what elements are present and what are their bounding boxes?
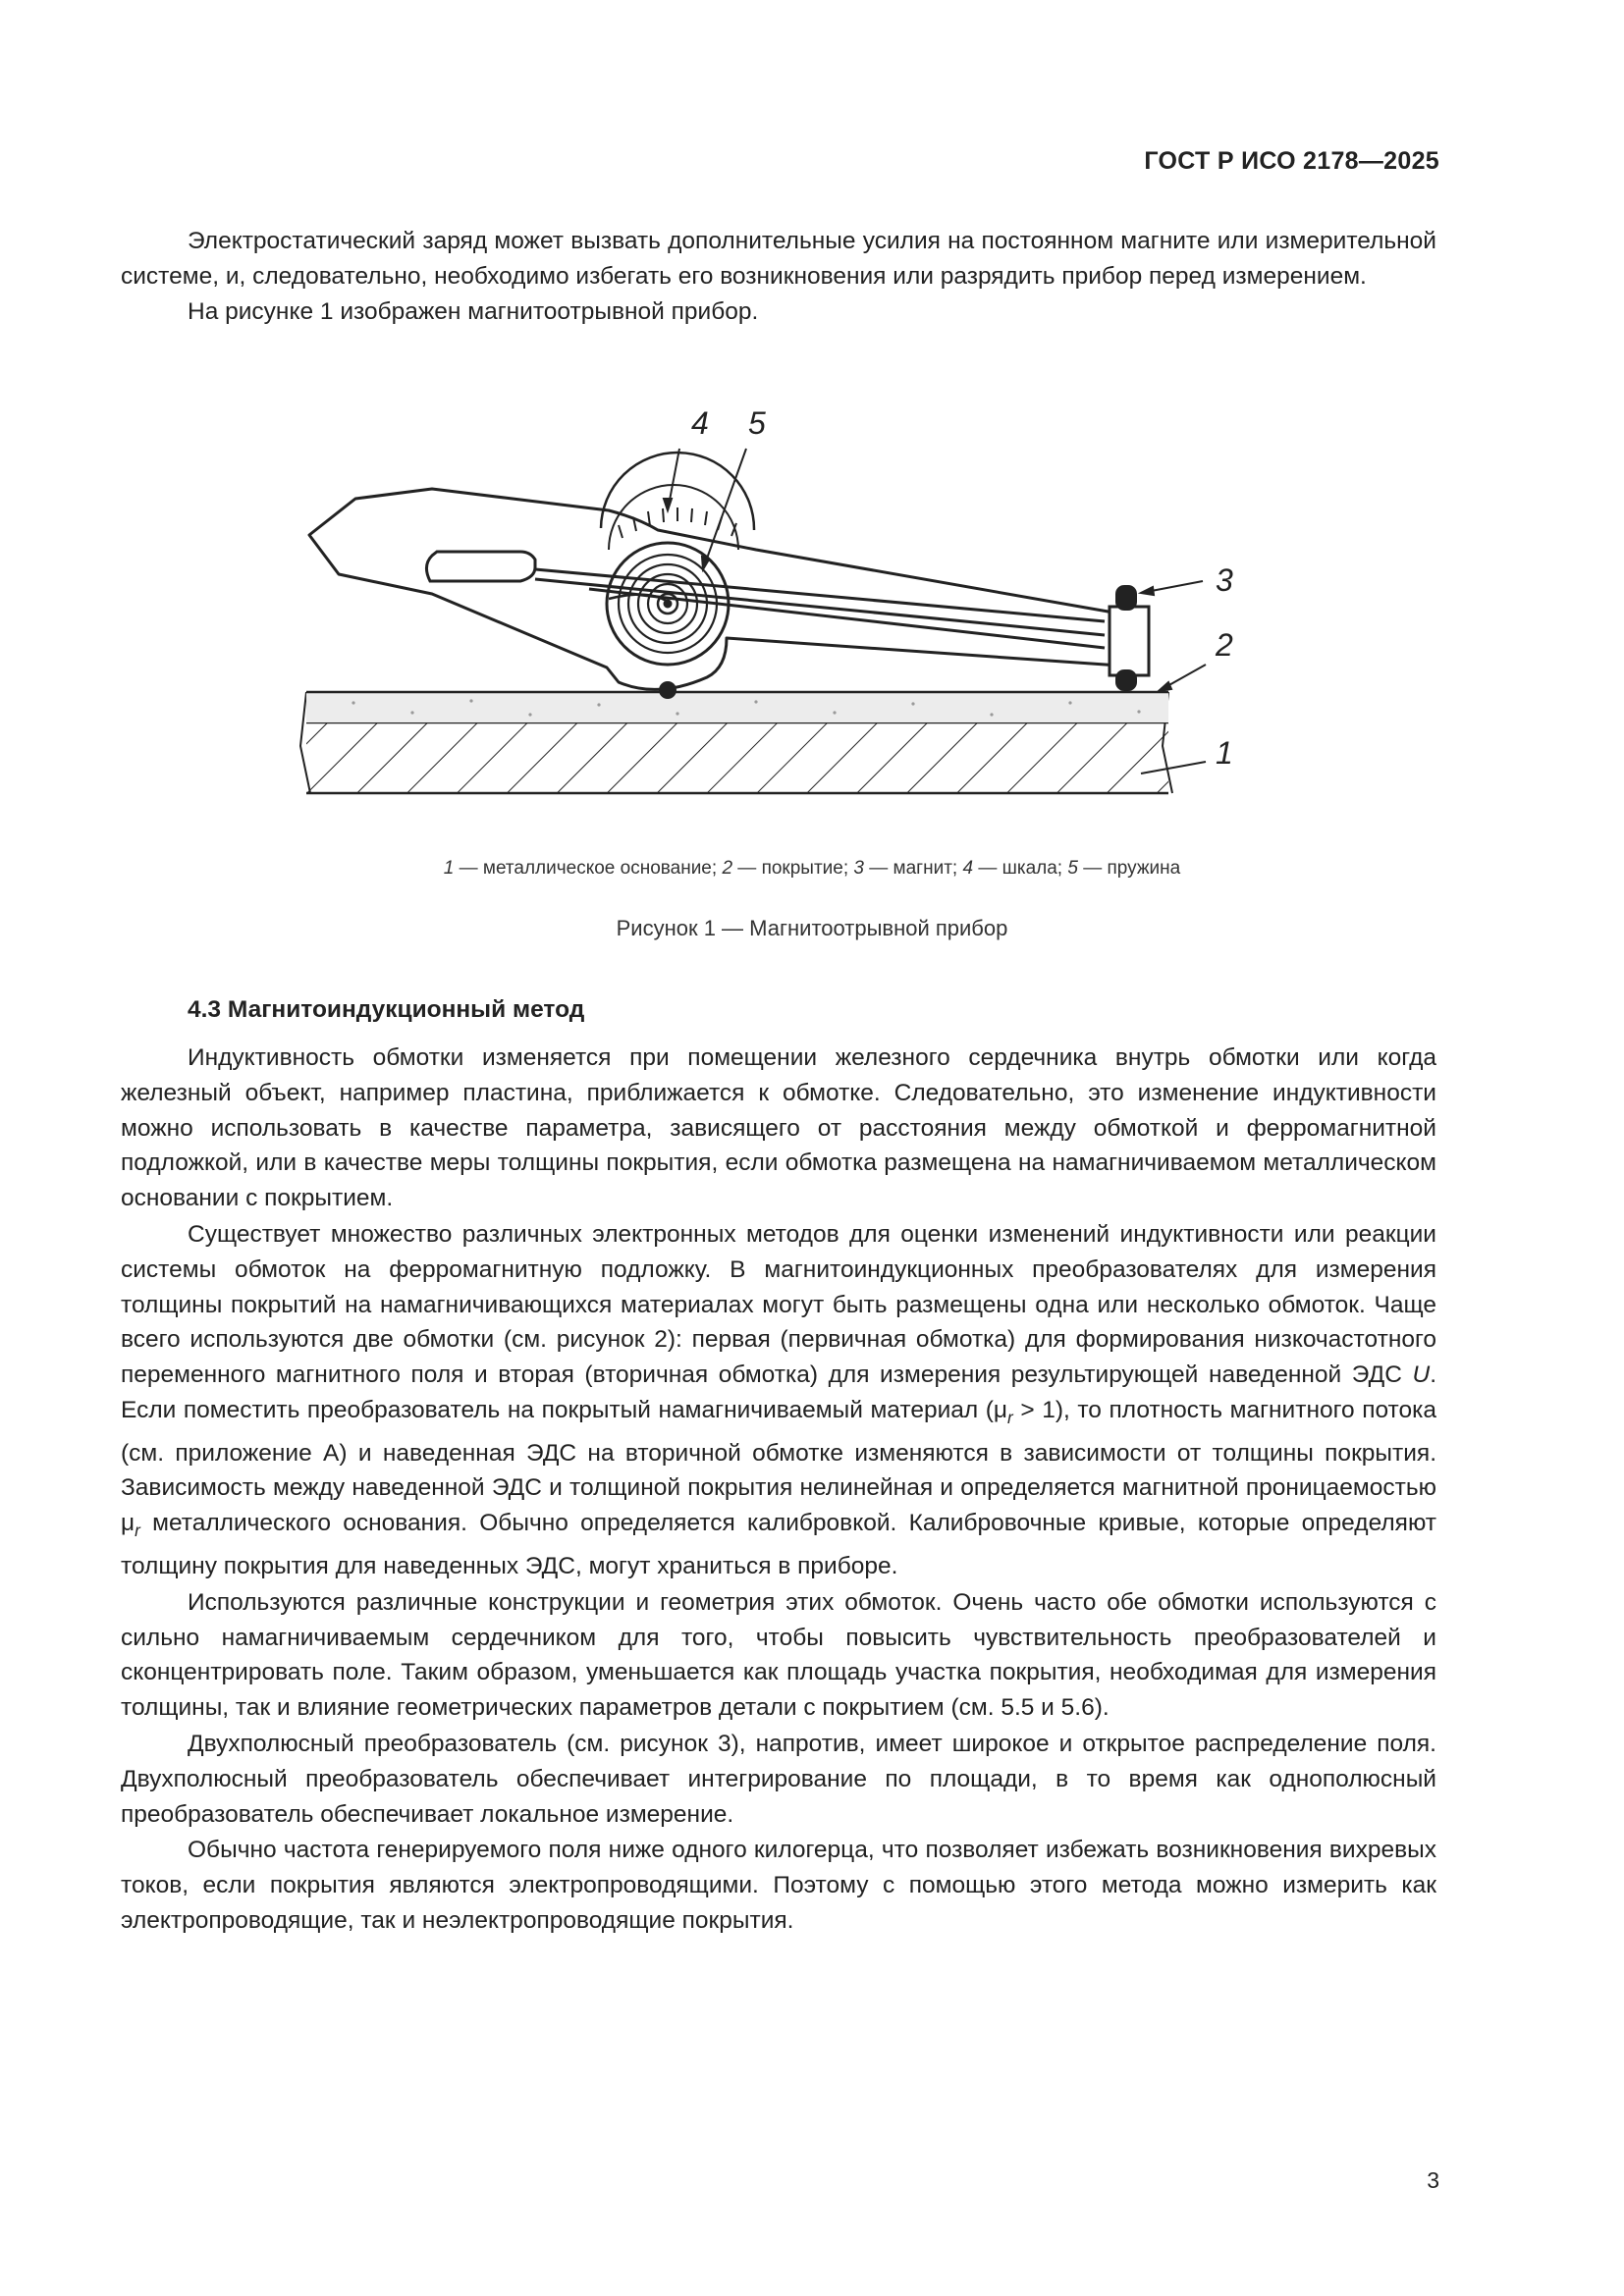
mu-symbol-2: μ: [121, 1510, 135, 1537]
legend-num-1: 1: [443, 858, 455, 879]
pivot-ball: [659, 681, 677, 699]
paragraph-inductance: Индуктивность обмотки изменяется при помещении железного сердечника внутрь обмотки или когда железный объект, например пластина, приближается к обмотке. Следовательно, это изменение индуктивности можно использовать в качестве параметра, зависящего от расстояния между обмоткой и ферромагнитной подложкой, или в качестве меры толщины покрытия, если обмотка размещена на намагничиваемом металлическом основании с покрытием.: [121, 1044, 1436, 1212]
paragraph-winding-designs: Используются различные конструкции и геометрия этих обмоток. Очень часто обе обмотки используются с сильно намагничиваемым сердечником для того, чтобы повысить чувствительность преобразователей и сконцентрировать поле. Таким образом, уменьшается как площадь участка покрытия, необходимая для измерения толщины, так и влияние геометрических параметров детали с покрытием (см. 5.5 и 5.6).: [121, 1588, 1436, 1722]
paragraph-figure-reference: На рисунке 1 изображен магнитоотрывной прибор.: [188, 297, 759, 325]
intro-text: [121, 224, 1436, 329]
legend-text-2: — покрытие;: [732, 858, 854, 879]
section-body: [121, 1041, 1436, 1939]
magnetic-pull-off-gauge-figure: [295, 398, 1233, 810]
figure-label-2: 2: [1216, 627, 1233, 663]
magnet: [1110, 585, 1149, 691]
paragraph-electronic-methods: [121, 1217, 1436, 1584]
figure-label-5: 5: [748, 405, 766, 441]
document-code-header: ГОСТ Р ИСО 2178—2025: [1144, 147, 1439, 175]
paragraph-frequency: Обычно частота генерируемого поля ниже одного килогерца, что позволяет избежать возникновения вихревых токов, если покрытия являются электропроводящими. Поэтому с помощью этого метода можно измерить как электропроводящие, так и неэлектропроводящие покрытия.: [121, 1837, 1436, 1934]
legend-num-4: 4: [962, 858, 974, 879]
p2-part-d: металлического основания. Обычно определяется калибровкой. Калибровочные кривые, которые определяют толщину покрытия для наведенных ЭДС, могут храниться в приборе.: [121, 1510, 1436, 1579]
legend-text-3: — магнит;: [863, 858, 963, 879]
p2-part-c: > 1), то плотность магнитного потока (см. приложение А) и наведенная ЭДС на вторичной обмотке изменяются в зависимости от толщины покрытия. Зависимость между наведенной ЭДС и толщиной покрытия нелинейная и определяется магнитной проницаемостью: [121, 1396, 1436, 1502]
legend-num-2: 2: [722, 858, 733, 879]
legend-text-4: — шкала;: [973, 858, 1068, 879]
r-subscript-2: r: [135, 1521, 140, 1541]
page-number: 3: [1427, 2167, 1439, 2193]
mu-symbol-1: μ: [993, 1396, 1008, 1423]
paragraph-two-pole: Двухполюсный преобразователь (см. рисунок 3), напротив, имеет широкое и открытое распределение поля. Двухполюсный преобразователь обеспечивает интегрирование по площади, в то время как однополюсный преобразователь обеспечивает локальное измерение.: [121, 1730, 1436, 1828]
legend-text-1: — металлическое основание;: [454, 858, 723, 879]
p2-part-a: Существует множество различных электронных методов для оценки изменений индуктивности или реакции системы обмоток на ферромагнитную подложку. В магнитоиндукционных преобразователях для измерения толщины покрытий на намагничивающихся материалах могут быть размещены одна или несколько обмоток. Чаще всего используются две обмотки (см. рисунок 2): первая (первичная обмотка) для формирования низкочастотного переменного магнитного поля и вторая (вторичная обмотка) для измерения результирующей наведенной ЭДС: [121, 1220, 1436, 1389]
legend-num-3: 3: [853, 858, 864, 879]
emf-symbol: U: [1412, 1362, 1431, 1389]
coating-layer: [306, 692, 1168, 722]
figure-caption: Рисунок 1 — Магнитоотрывной прибор: [616, 916, 1008, 940]
paragraph-electrostatic: Электростатический заряд может вызвать дополнительные усилия на постоянном магните или измерительной системе, и, следовательно, необходимо избегать его возникновения или разрядить прибор перед измерением.: [121, 228, 1436, 290]
section-heading: 4.3 Магнитоиндукционный метод: [188, 996, 585, 1023]
figure-label-3: 3: [1216, 562, 1233, 598]
r-subscript-1: r: [1007, 1407, 1013, 1427]
legend-text-5: — пружина: [1077, 858, 1181, 879]
figure-label-4: 4: [691, 405, 709, 441]
figure-label-1: 1: [1216, 735, 1233, 771]
p2-part-b: . Если поместить преобразователь на покрытый намагничиваемый материал (: [121, 1362, 1436, 1423]
legend-num-5: 5: [1067, 858, 1078, 879]
figure-legend: [0, 858, 1624, 880]
